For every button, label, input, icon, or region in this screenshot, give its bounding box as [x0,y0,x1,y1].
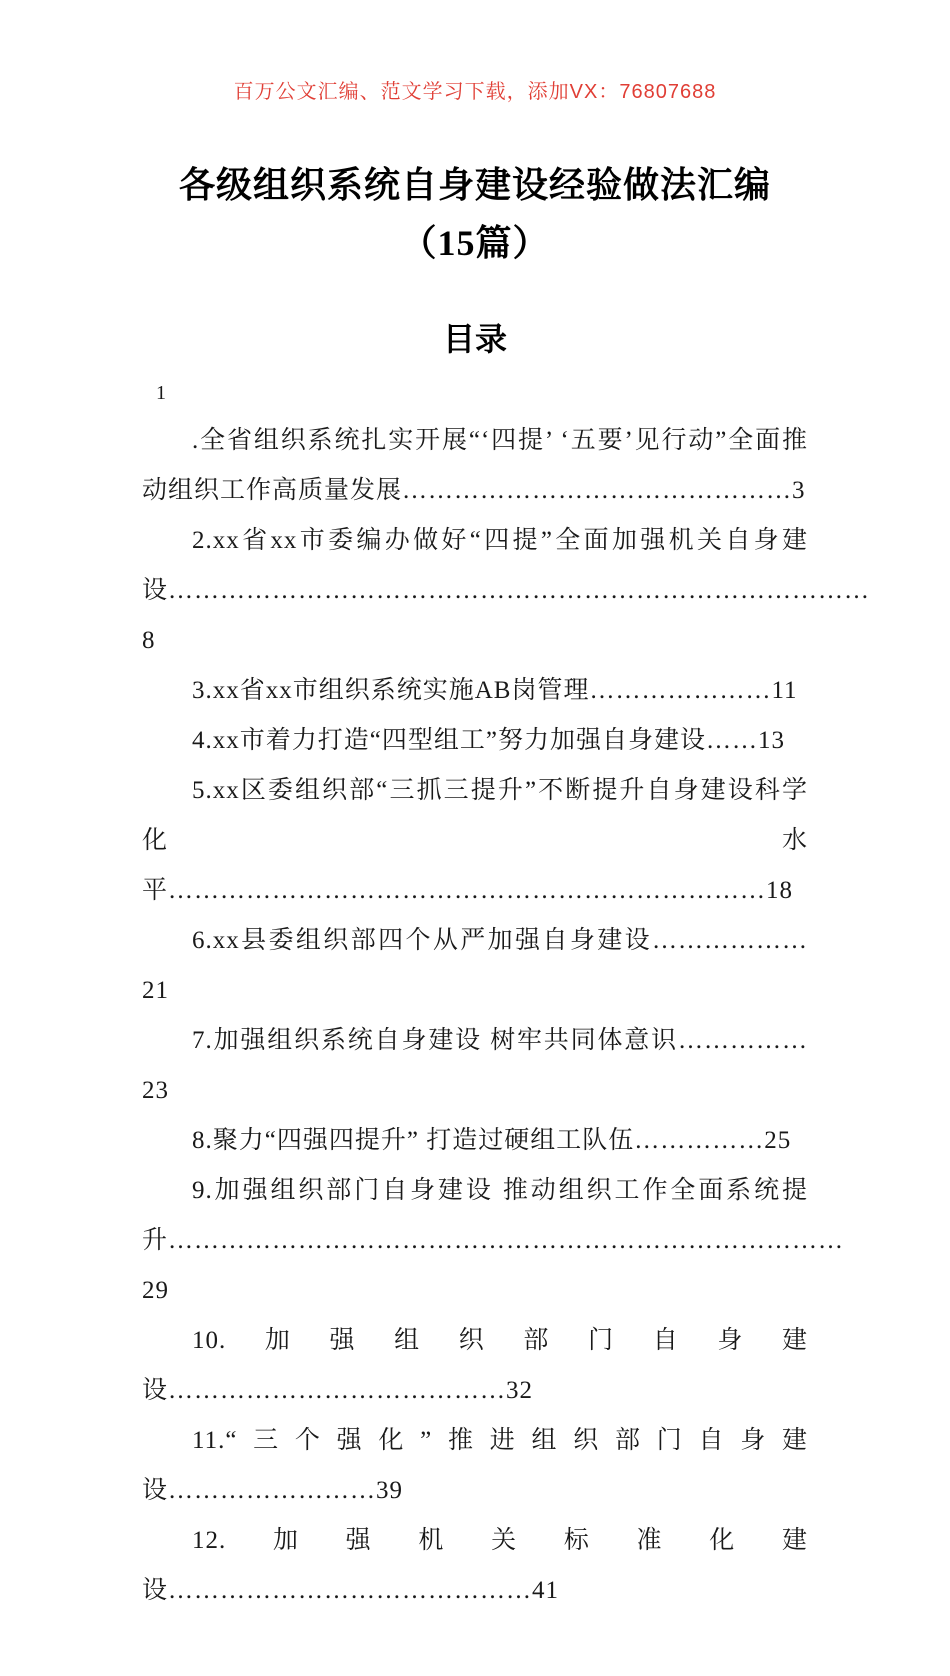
toc-entry[interactable] [142,1516,808,1616]
header-ad-text: 百万公文汇编、范文学习下载，添加VX：76807688 [233,81,717,103]
toc-entry[interactable] [142,666,808,716]
toc-entry[interactable] [142,1316,808,1416]
toc-entry-page-number: 41 [532,1577,560,1604]
toc-entry-text: 5.xx区委组织部“三抓三提升”不断提升自身建设科学化水平 [142,777,808,904]
toc-list [142,416,871,1616]
toc-entry-text: 8.聚力“四强四提升” 打造过硬组工队伍 [192,1127,635,1154]
toc-entry-leader-dots: ……………… [652,927,808,954]
toc-entry-page-number: 18 [766,877,794,904]
toc-entry-leader-dots: …………………………………………………………… [168,877,767,904]
toc-entry-page-number: 8 [142,627,156,654]
toc-entry-text: 6.xx县委组织部四个从严加强自身建设 [192,927,652,954]
toc-entry[interactable] [142,1116,808,1166]
toc-entry-leader-dots: …………… [634,1127,765,1154]
toc-entry-leader-dots: ……………………………………………………………………… [168,577,871,604]
toc-entry-leader-dots: …… [705,727,758,754]
toc-entry-leader-dots: …………………… [168,1477,377,1504]
toc-entry[interactable] [142,416,808,516]
toc-entry-page-number: 11 [771,677,798,704]
toc-heading: 目录 [442,321,507,357]
toc-entry-leader-dots: ………………… [589,677,772,704]
toc-entry[interactable] [142,916,808,1016]
toc-entry-leader-dots: ………………………………… [168,1377,507,1404]
toc-entry-page-number: 13 [757,727,785,754]
toc-stray-page-number: 1 [156,382,166,404]
toc-entry-text: 2.xx省xx市委编办做好“四提”全面加强机关自身建设 [142,527,808,604]
document-title: 各级组织系统自身建设经验做法汇编（15篇） [178,165,771,263]
toc-entry-page-number: 29 [142,1277,169,1304]
toc-entry[interactable] [142,1016,808,1116]
toc-entry-text: 11.“三个强化”推进组织部门自身建设 [142,1427,808,1504]
toc-entry[interactable] [142,1416,808,1516]
toc-entry-leader-dots: …………… [678,1027,808,1054]
toc-entry[interactable] [142,1166,845,1316]
toc-entry-text: 7.加强组织系统自身建设 树牢共同体意识 [192,1027,678,1054]
toc-entry-leader-dots: …………………………………… [168,1577,533,1604]
toc-entry-page-number: 23 [142,1077,169,1104]
toc-entry[interactable] [142,766,808,916]
toc-entry-text: 10.加强组织部门自身建设 [142,1327,808,1404]
toc-entry-text: 3.xx省xx市组织系统实施AB岗管理 [192,677,590,704]
toc-entry-text: .全省组织系统扎实开展“‘四提’ ‘五要’见行动”全面推动组织工作高质量发展 [142,427,808,504]
toc-entry-text: 4.xx市着力打造“四型组工”努力加强自身建设 [192,727,706,754]
toc-entry-page-number: 21 [142,977,169,1004]
toc-entry[interactable] [142,716,808,766]
toc-entry-leader-dots: …………………………………………………………………… [168,1227,845,1254]
toc-entry-page-number: 3 [792,477,806,504]
toc-entry-page-number: 32 [506,1377,534,1404]
toc-entry-page-number: 39 [376,1477,404,1504]
toc-entry-text: 9.加强组织部门自身建设 推动组织工作全面系统提升 [142,1177,808,1254]
toc-entry-page-number: 25 [764,1127,792,1154]
toc-entry[interactable] [142,516,871,666]
toc-entry-leader-dots: ……………………………………… [402,477,793,504]
toc-entry-text: 12.加强机关标准化建设 [142,1527,808,1604]
